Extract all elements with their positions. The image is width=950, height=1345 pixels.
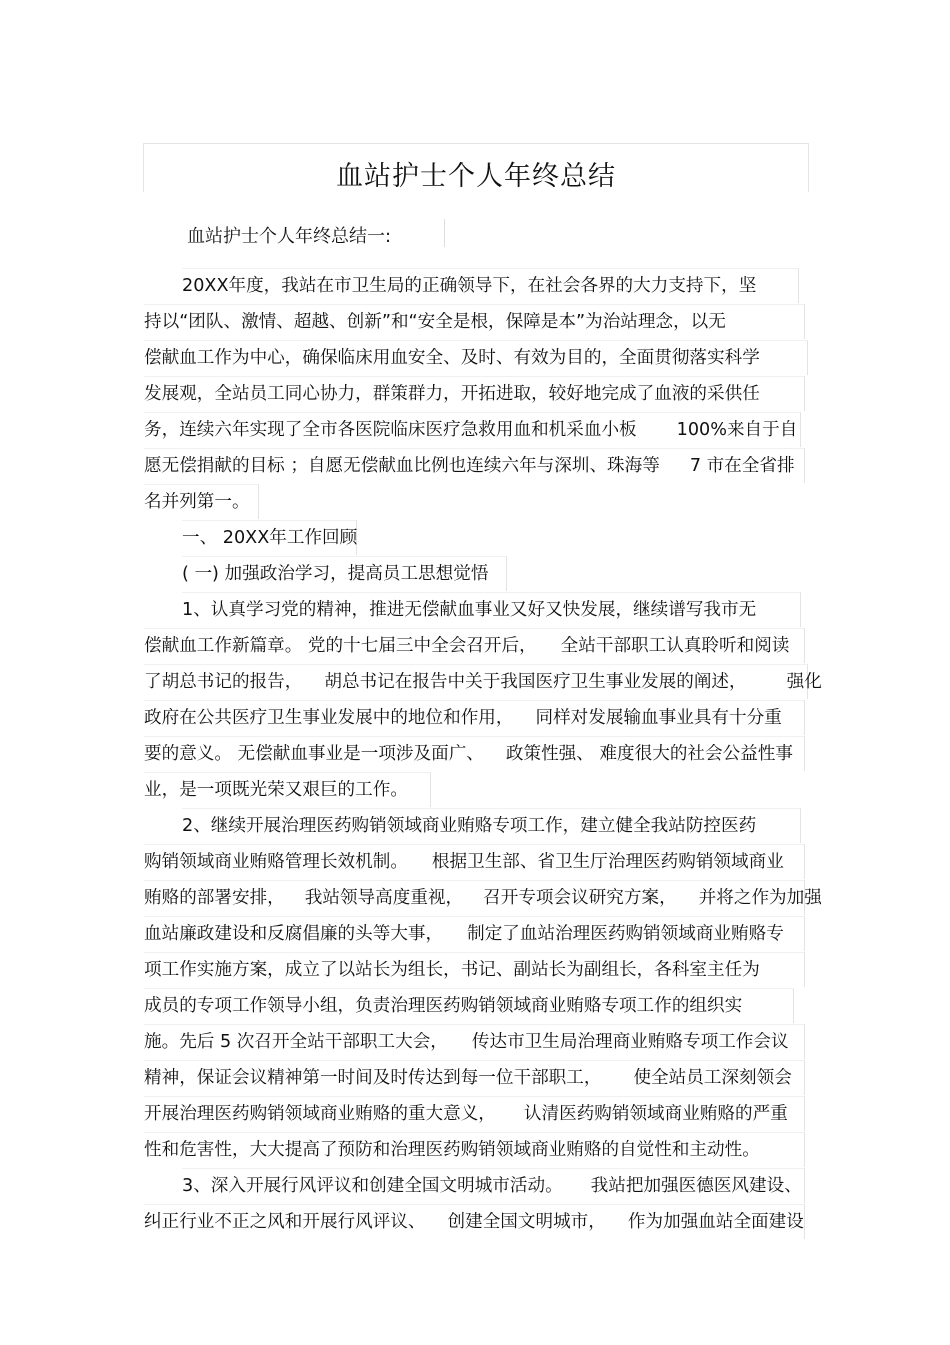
text-segment: 购销领域商业贿赂管理长效机制。 — [144, 852, 408, 872]
text-line — [144, 628, 805, 663]
text-segment: 务，连续六年实现了全市各医院临床医疗急救用血和机采血小板 — [144, 420, 637, 440]
text-segment: 施。先后 5 次召开全站干部职工大会， — [144, 1032, 448, 1052]
text-segment: 政府在公共医疗卫生事业发展中的地位和作用， — [144, 708, 514, 728]
section-subtitle: 血站护士个人年终总结一: — [187, 226, 392, 247]
text-line — [144, 952, 805, 987]
text-segment: 纠正行业不正之风和开展行风评议、 — [144, 1212, 426, 1232]
text-segment: 2、继续开展治理医药购销领域商业贿赂专项工作，建立健全我站防控医药 — [182, 816, 757, 836]
text-segment: 一、 20XX年工作回顾 — [182, 528, 358, 548]
text-segment: 胡总书记在报告中关于我国医疗卫生事业发展的阐述， — [324, 672, 747, 692]
text-segment: 开展治理医药购销领域商业贿赂的重大意义， — [144, 1104, 496, 1124]
text-segment: 偿献血工作新篇章。 党的十七届三中全会召开后， — [144, 636, 537, 656]
text-segment: 使全站员工深刻领会 — [633, 1068, 792, 1088]
text-segment: 性和危害性，大大提高了预防和治理医药购销领域商业贿赂的自觉性和主动性。 — [144, 1140, 760, 1160]
text-line — [144, 772, 431, 807]
text-line — [144, 988, 794, 1023]
text-segment: 项工作实施方案，成立了以站长为组长，书记、副站长为副组长，各科室主任为 — [144, 960, 760, 980]
text-line — [182, 556, 507, 591]
text-line — [182, 808, 801, 843]
text-segment: 血站廉政建设和反腐倡廉的头等大事， — [144, 924, 444, 944]
text-segment: 我站领导高度重视， — [304, 888, 464, 908]
text-line — [144, 376, 805, 411]
text-line — [182, 1168, 805, 1203]
text-segment: 7 市在全省排 — [689, 456, 795, 476]
text-line — [144, 412, 801, 447]
subtitle-divider — [444, 219, 445, 247]
text-segment: 偿献血工作为中心，确保临床用血安全、及时、有效为目的，全面贯彻落实科学 — [144, 348, 760, 368]
text-line — [144, 916, 805, 951]
text-line — [144, 664, 822, 699]
text-line — [144, 1060, 805, 1095]
text-segment: 政策性强、 难度很大的社会公益性事 — [505, 744, 793, 764]
text-segment: 成员的专项工作领导小组，负责治理医药购销领域商业贿赂专项工作的组织实 — [144, 996, 743, 1016]
text-segment: 1、认真学习党的精神，推进无偿献血事业又好又快发展，继续谱写我市无 — [182, 600, 757, 620]
text-segment: 制定了血站治理医药购销领域商业贿赂专 — [467, 924, 784, 944]
text-segment: 业，是一项既光荣又艰巨的工作。 — [144, 780, 408, 800]
text-line — [144, 1132, 805, 1167]
text-line — [144, 340, 808, 375]
text-segment: 20XX年度，我站在市卫生局的正确领导下，在社会各界的大力支持下，坚 — [182, 276, 757, 296]
text-line — [182, 268, 799, 303]
text-line — [144, 700, 805, 735]
text-line — [144, 1096, 805, 1131]
text-segment: 强化 — [786, 672, 822, 692]
text-segment: 发展观，全站员工同心协力，群策群力，开拓进取，较好地完成了血液的采供任 — [144, 384, 760, 404]
text-segment: 3、深入开展行风评议和创建全国文明城市活动。 — [182, 1176, 563, 1196]
text-segment: 名并列第一。 — [144, 492, 250, 512]
text-segment: 并将之作为加强 — [698, 888, 822, 908]
text-segment: 了胡总书记的报告， — [144, 672, 303, 692]
text-segment: 召开专项会议研究方案， — [483, 888, 677, 908]
text-line — [144, 484, 259, 519]
text-segment: 作为加强血站全面建设 — [627, 1212, 804, 1232]
text-line — [144, 1204, 805, 1239]
text-line — [144, 844, 805, 879]
text-segment: 同样对发展输血事业具有十分重 — [535, 708, 782, 728]
text-line — [144, 448, 805, 483]
text-segment: 要的意义。 无偿献血事业是一项涉及面广、 — [144, 744, 484, 764]
text-line — [144, 736, 805, 771]
text-segment: 认清医药购销领域商业贿赂的严重 — [523, 1104, 788, 1124]
text-segment: ( 一) 加强政治学习，提高员工思想觉悟 — [182, 564, 489, 584]
text-line — [144, 880, 822, 915]
title-box — [143, 143, 809, 192]
text-segment: 愿无偿捐献的目标 ；自愿无偿献血比例也连续六年与深圳、珠海等 — [144, 456, 660, 476]
text-segment: 创建全国文明城市， — [447, 1212, 606, 1232]
text-line — [144, 1024, 805, 1059]
text-segment: 精神，保证会议精神第一时间及时传达到每一位干部职工， — [144, 1068, 602, 1088]
text-segment: 贿赂的部署安排， — [144, 888, 285, 908]
text-segment: 根据卫生部、省卫生厅治理医药购销领域商业 — [431, 852, 784, 872]
text-segment: 持以“团队、激情、超越、创新”和“安全是根，保障是本”为治站理念，以无 — [144, 312, 726, 332]
text-line — [182, 592, 801, 627]
text-line — [182, 520, 357, 555]
text-segment: 全站干部职工认真聆听和阅读 — [560, 636, 790, 656]
text-segment: 我站把加强医德医风建设、 — [590, 1176, 802, 1196]
text-line — [144, 304, 805, 339]
document-title: 血站护士个人年终总结 — [336, 161, 616, 192]
text-segment: 传达市卫生局治理商业贿赂专项工作会议 — [471, 1032, 789, 1052]
text-segment: 100%来自于自 — [676, 420, 798, 440]
